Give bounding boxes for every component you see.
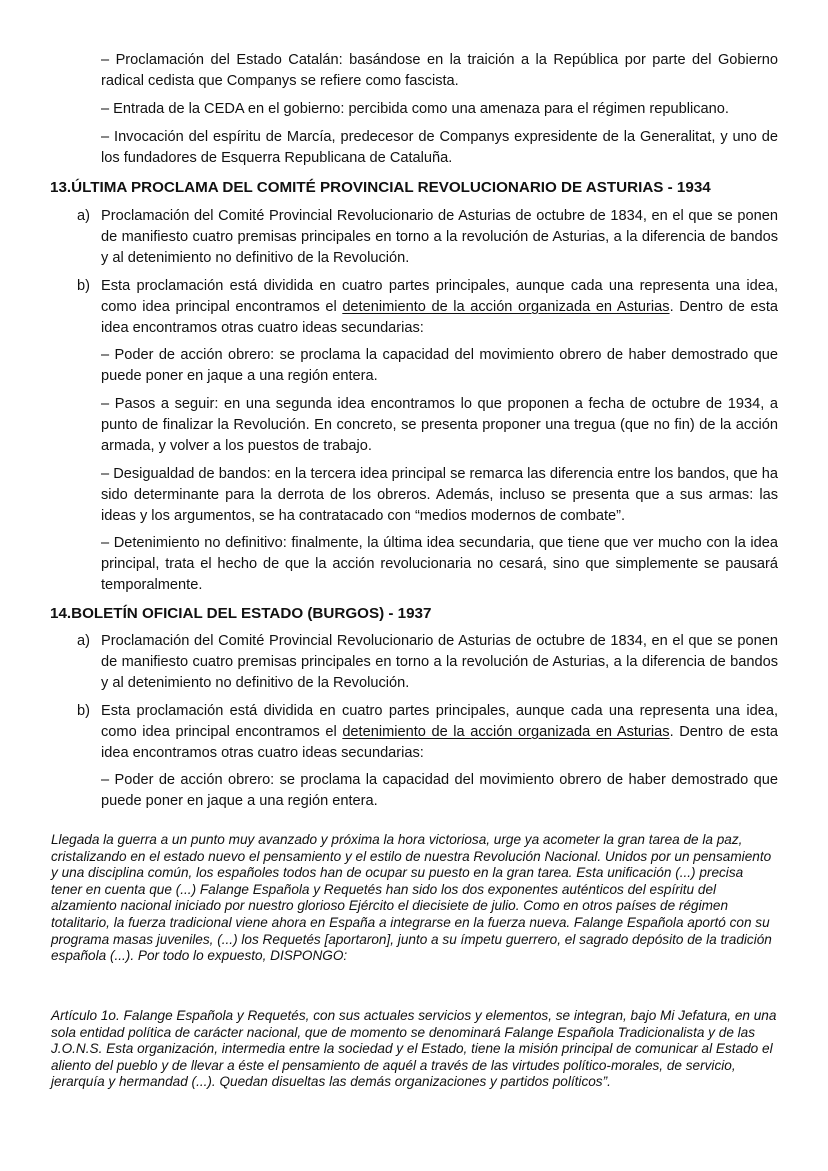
section-13-item-a-label: a) <box>77 208 90 224</box>
section-13-sub-point-detenimiento: – Detenimiento no definitivo: finalmente, la última idea secundaria, que tiene que ver mucho con la idea principal, trata el hecho de que la acción revolucionaria no cesará, sino que simplemente se pausará temporalmente. <box>101 535 778 593</box>
section-13-item-a-text: Proclamación del Comité Provincial Revolucionario de Asturias de octubre de 1834, en el que se ponen de manifiesto cuatro premisas principales en torno a la revolución de Asturias, a la diferencia de bandos y al detenimiento no definitivo de la Revolución. <box>101 208 778 266</box>
section-14-item-b-text-start: Esta proclamación está dividida en cuatro partes principales, aunque cada una representa una idea, como idea principal encontramos el <box>101 703 778 740</box>
section-13-item-b-text-start: Esta proclamación está dividida en cuatro partes principales, aunque cada una representa una idea, como idea principal encontramos el <box>101 278 778 315</box>
section-14-item-b-text-end: . Dentro de esta idea encontramos otras cuatro ideas secundarias: <box>101 724 779 761</box>
section-13-sub-point-pasos: – Pasos a seguir: en una segunda idea encontramos lo que proponen a fecha de octubre de 1934, a punto de finalizar la Revolución. En concreto, se presenta proponer una tregua (que no fin) de la acción armada, y volver a los puestos de trabajo. <box>101 396 778 454</box>
section-13-item-b-text-end: . Dentro de esta idea encontramos otras cuatro ideas secundarias: <box>101 299 779 336</box>
section-13-item-b-label: b) <box>77 278 90 294</box>
intro-point-estado-catalan: – Proclamación del Estado Catalán: basándose en la traición a la República por parte del Gobierno radical cedista que Companys se refiere como fascista. <box>101 52 778 89</box>
section-14-item-b-text <box>101 701 778 764</box>
section-13-heading: 13.ÚLTIMA PROCLAMA DEL COMITÉ PROVINCIAL REVOLUCIONARIO DE ASTURIAS - 1934 <box>50 179 711 196</box>
section-14-item-b-label: b) <box>77 703 90 719</box>
intro-point-ceda: – Entrada de la CEDA en el gobierno: percibida como una amenaza para el régimen republicano. <box>101 101 729 117</box>
quote-paragraph-1: Llegada la guerra a un punto muy avanzado y próxima la hora victoriosa, urge ya acometer la gran tarea de la paz, cristalizando en el estado nuevo el pensamiento y el estilo de nuestra Revolución Nacional. Unidos por un pensamiento y una disciplina común, los españoles todos han de ocupar su puesto en la gran tarea. Esta unificación (...) precisa tener en cuenta que (...) Falange Española y Requetés han sido los dos exponentes auténticos del espíritu del alzamiento nacional iniciado por nuestro glorioso Ejército el diecisiete de julio. Como en otros países de régimen totalitario, la fuerza tradicional viene ahora en España a integrarse en la fuerza nueva. Falange Española aportó con su programa masas juveniles, (...) los Requetés [aportaron], junto a su ímpetu guerrero, el sagrado depósito de la tradición española (...). Por todo lo expuesto, DISPONGO: <box>51 832 772 964</box>
section-14-sub-point-poder: – Poder de acción obrero: se proclama la capacidad del movimiento obrero de haber demostrado que puede poner en jaque a una región entera. <box>101 772 778 809</box>
section-14-item-a-text: Proclamación del Comité Provincial Revolucionario de Asturias de octubre de 1834, en el que se ponen de manifiesto cuatro premisas principales en torno a la revolución de Asturias, a la diferencia de bandos y al detenimiento no definitivo de la Revolución. <box>101 633 778 691</box>
section-14-item-b-underlined: detenimiento de la acción organizada en Asturias <box>342 724 670 740</box>
intro-point-marcia: – Invocación del espíritu de Marcía, predecesor de Companys expresidente de la Generalitat, y uno de los fundadores de Esquerra Republicana de Cataluña. <box>101 129 778 166</box>
section-14-item-a-label: a) <box>77 633 90 649</box>
section-13-item-b-text <box>101 276 778 339</box>
section-13-sub-point-desigualdad: – Desigualdad de bandos: en la tercera idea principal se remarca las diferencia entre los bandos, que ha sido determinante para la derrota de los obreros. Además, incluso se presenta que a sus armas: las ideas y los argumentos, se ha contratacado con “medios modernos de combate”. <box>101 466 778 524</box>
section-13-sub-point-poder: – Poder de acción obrero: se proclama la capacidad del movimiento obrero de haber demostrado que puede poner en jaque a una región entera. <box>101 347 778 384</box>
section-13-item-b-underlined: detenimiento de la acción organizada en Asturias <box>342 299 670 315</box>
quote-paragraph-2: Artículo 1o. Falange Española y Requetés, con sus actuales servicios y elementos, se integran, bajo Mi Jefatura, en una sola entidad política de carácter nacional, que de momento se denominará Falange Española Tradicionalista y de las J.O.N.S. Esta organización, intermedia entre la sociedad y el Estado, tiene la misión principal de comunicar al Estado el aliento del pueblo y de llevar a éste el pensamiento de aquél a través de las virtudes político-morales, de servicio, jerarquía y hermandad (...). Quedan disueltas las demás organizaciones y partidos políticos”. <box>51 1008 777 1090</box>
section-14-heading: 14.BOLETÍN OFICIAL DEL ESTADO (BURGOS) - 1937 <box>50 605 432 622</box>
